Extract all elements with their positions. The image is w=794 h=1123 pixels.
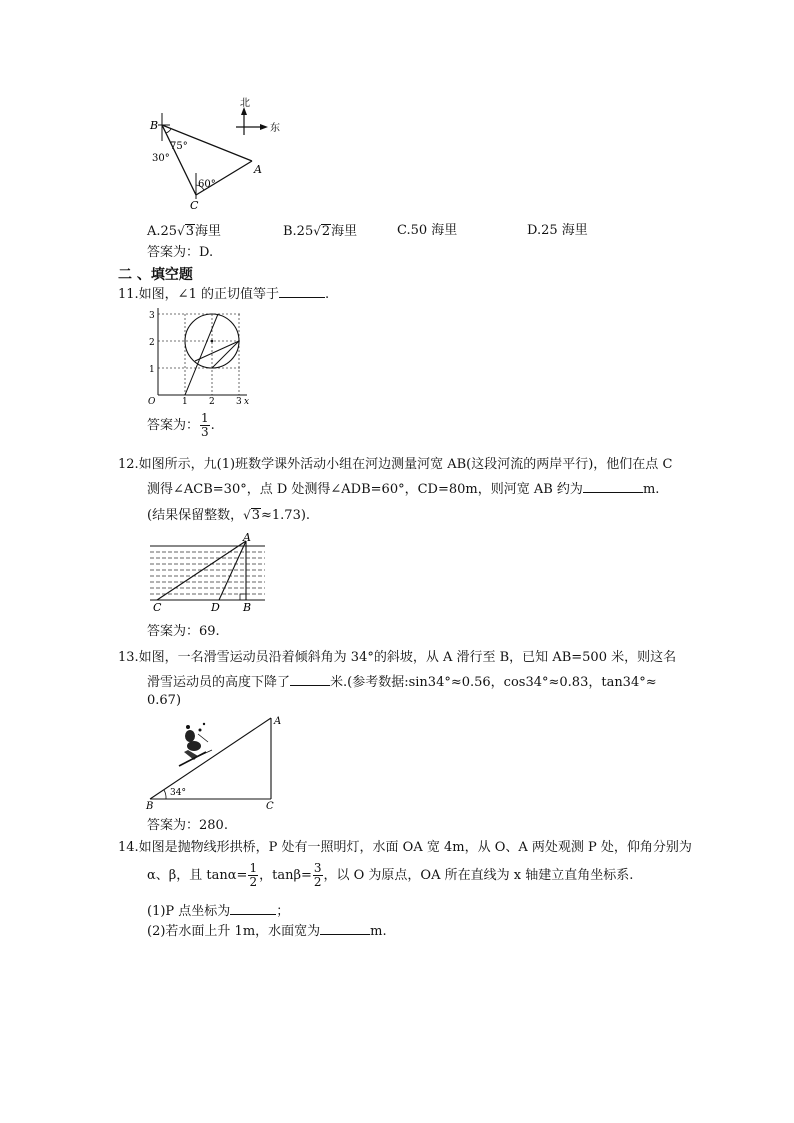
- section-title: 二 、填空题: [118, 267, 193, 283]
- point-A: A: [243, 533, 251, 544]
- angle-arc: [164, 790, 166, 799]
- center-dot: [211, 340, 214, 343]
- slope-BA: [150, 718, 271, 799]
- q10-figure: [140, 95, 290, 215]
- q11-figure: [145, 306, 255, 406]
- q13-answer: 答案为：280.: [147, 818, 228, 833]
- x-tick-2: 2: [209, 397, 215, 406]
- origin-label: O: [148, 397, 156, 406]
- q13-line3: 0.67): [147, 693, 182, 708]
- q14-sub1: (1)P 点坐标为 ；: [147, 904, 290, 919]
- x-tick-3: 3: [236, 397, 242, 406]
- q12-answer: 答案为：69.: [147, 624, 220, 639]
- q13-line1: 13.如图，一名滑雪运动员沿着倾斜角为 34°的斜坡，从 A 滑行至 B，已知 AB=500 米，则这名: [118, 650, 677, 665]
- angle-75-label: 75°: [170, 141, 188, 152]
- q12-line2: 测得∠ACB=30°，点 D 处测得∠ADB=60°，CD=80m，则河宽 AB 约为 m.: [147, 482, 660, 497]
- vertex-A: A: [254, 163, 262, 176]
- right-angle-mark: [240, 594, 246, 600]
- x-tick-1: 1: [182, 397, 188, 406]
- vertex-C: C: [266, 801, 274, 812]
- q13-line2: 滑雪运动员的高度下降了 米.(参考数据:sin34°≈0.56，cos34°≈0.83，tan34°≈: [147, 675, 657, 690]
- q10-answer: 答案为：D.: [147, 245, 214, 260]
- north-label: 北: [240, 98, 250, 109]
- y-tick-1: 1: [149, 365, 155, 375]
- skier-icon: [179, 723, 212, 766]
- q14-sub2: (2)若水面上升 1m，水面宽为 m.: [147, 924, 387, 939]
- q11-text: 11.如图，∠1 的正切值等于 .: [118, 287, 330, 302]
- y-tick-2: 2: [149, 338, 155, 348]
- angle-60-label: 60°: [198, 179, 216, 190]
- q12-line1: 12.如图所示，九(1)班数学课外活动小组在河边测量河宽 AB(这段河流的两岸平行)，他们在点 C: [118, 457, 673, 472]
- vertex-B: B: [150, 119, 159, 132]
- q13-figure: [142, 712, 287, 812]
- q11-answer: 答案为： $\frac{1}{3}$ .: [147, 411, 215, 439]
- vertex-B: B: [146, 801, 154, 812]
- x-axis-label: x: [244, 397, 250, 406]
- angle-arc-b: [166, 129, 171, 133]
- q10-option-c: C.50 海里: [397, 223, 458, 238]
- vertex-A: A: [274, 716, 282, 727]
- east-arrow-icon: [260, 124, 268, 130]
- point-C: C: [153, 601, 162, 614]
- q10-option-a: A.25√3海里: [147, 224, 222, 239]
- q10-option-d: D.25 海里: [527, 223, 588, 238]
- angle-34-label: 34°: [170, 788, 186, 798]
- point-B: B: [243, 601, 252, 614]
- y-tick-3: 3: [149, 311, 155, 321]
- angle-30-label: 30°: [152, 153, 170, 164]
- east-label: 东: [270, 123, 280, 134]
- q12-line3: (结果保留整数，√3≈1.73).: [147, 508, 311, 523]
- point-D: D: [211, 601, 220, 614]
- q12-figure: [145, 533, 270, 615]
- vertex-C: C: [190, 199, 199, 212]
- q14-line1: 14.如图是抛物线形拱桥，P 处有一照明灯，水面 OA 宽 4m，从 O、A 两处观测 P 处，仰角分别为: [118, 840, 692, 855]
- q14-line2: α、β，且 tanα= $\frac{1}{2}$ ，tanβ= $\frac{3}{2}$ ，以 O 为原点，OA 所在直线为 x 轴建立直角坐标系.: [147, 861, 634, 889]
- q10-option-b: B.25√2海里: [283, 224, 358, 239]
